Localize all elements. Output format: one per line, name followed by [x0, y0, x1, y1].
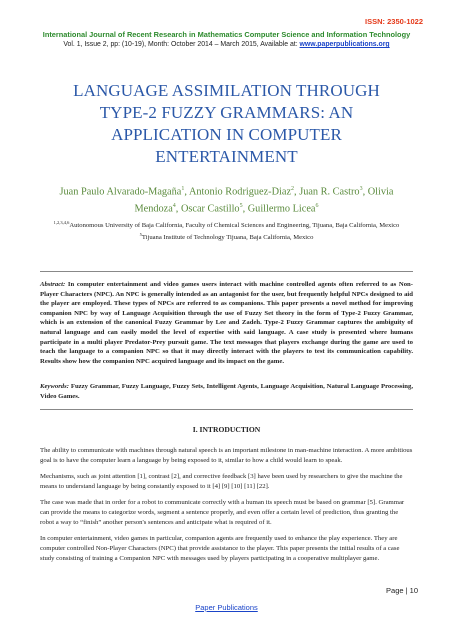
author-sup: 3	[359, 186, 363, 192]
author-name: Olivia Mendoza	[134, 186, 394, 215]
abstract-bottom-rule	[40, 409, 413, 410]
journal-name: International Journal of Recent Research in Mathematics Computer Science and Information Technology	[42, 30, 411, 39]
author-name: Juan R. Castro	[299, 186, 360, 198]
paragraph: The case was made that in order for a robot to communicate correctly with a human its speech must be based on grammar [5]. Grammar can provide the means to categorize words, segment a sentence properly, and even offer a certain level of prediction, thus granting the robot a way to “finish” another person's sentences and anticipate what is required of it.	[40, 499, 405, 526]
affil-sup: 1,2,3,4,6	[53, 220, 70, 225]
page-number: Page | 10	[386, 586, 418, 595]
author-name: Guillermo Licea	[247, 203, 316, 215]
abstract-label: Abstract:	[40, 281, 66, 288]
affiliations	[40, 218, 413, 242]
journal-header	[20, 30, 433, 50]
affiliation-1	[40, 218, 413, 230]
journal-url-link[interactable]: www.paperpublications.org	[299, 41, 390, 48]
keywords-text: Fuzzy Grammar, Fuzzy Language, Fuzzy Sets, Intelligent Agents, Language Acquisition, Natural Language Processing, Video Games.	[40, 383, 413, 400]
paragraph: The ability to communicate with machines through natural speech is an important milestone in man-machine interaction. A more ambitious goal is to have the computer learn a language by being exposed to it, similar to how a child would learn to speak.	[40, 447, 413, 464]
volume-text: Vol. 1, Issue 2, pp: (10-19), Month: October 2014 – March 2015, Available at:	[63, 41, 300, 48]
paragraph: Mechanisms, such as joint attention [1], contrast [2], and corrective feedback [3] have been used by researchers to give the machine the means to understand language by being constantly exposed to it [4] [9] [10] [11] [22].	[40, 473, 403, 490]
abstract	[40, 280, 413, 366]
journal-volume-line	[20, 40, 433, 50]
author-name: Antonio Rodriguez-Diaz	[188, 186, 292, 198]
body-text	[40, 446, 413, 570]
issn-label: ISSN: 2350-1022	[365, 17, 423, 26]
author-sup: 6	[315, 203, 319, 210]
publisher-link[interactable]: Paper Publications	[195, 603, 258, 612]
abstract-text: In computer entertainment and video games users interact with machine controlled agents often referred to as Non-Player Characters (NPC). An NPC is generally intended as an antagonist for the user, but frequently helpful NPCs designed to aid the player are employed. These types of NPCs are referred to as companions. This paper presents a novel method for improving companion NPC by way of Language Acquisition through the use of Fuzzy Set theory in the form of Type-2 Fuzzy Grammar, which is an extension of the canonical Fuzzy Grammar by Lee and Zadeh. Type-2 Fuzzy Grammar captures the ambiguity of natural language and can easily model the level of expertise with said language. A case study is presented where humans participate in a multi player Predator-Prey pursuit game. The text messages that players exchange during the game are used to teach the language to a companion NPC so that it may directly interact with the players to test its communication capability. Results show how the companion NPC acquired language and its impact on the game.	[40, 281, 413, 365]
author-name: Juan Paulo Alvarado-Magaña	[59, 186, 182, 198]
paper-title	[30, 80, 423, 168]
author-sup: 5	[239, 203, 243, 210]
keywords	[40, 382, 413, 401]
author-sup: 4	[172, 203, 176, 210]
title-line: APPLICATION IN COMPUTER	[111, 125, 342, 144]
title-line: LANGUAGE ASSIMILATION THROUGH	[73, 81, 380, 100]
author-name: Oscar Castillo	[180, 203, 240, 215]
keywords-label: Keywords:	[40, 383, 69, 390]
affiliation-2	[40, 230, 413, 242]
author-list: Juan Paulo Alvarado-Magaña$^1$, Antonio Rodriguez-Diaz$^2$, Juan R. Castro$^3$, Olivia Mendoza$^4$, Oscar Castillo$^5$, Guillermo Licea$^6$	[59, 186, 394, 215]
abstract-top-rule	[40, 271, 413, 272]
affil-sup: 5	[139, 232, 142, 238]
author-sup: 1	[181, 186, 185, 192]
affil-text: Tijuana Institute of Technology Tijuana, Baja California, Mexico	[141, 234, 314, 242]
author-sup: 2	[291, 186, 295, 192]
title-line: ENTERTAINMENT	[155, 147, 298, 166]
title-line: TYPE-2 FUZZY GRAMMARS: AN	[99, 103, 354, 122]
paragraph: In computer entertainment, video games in particular, companion agents are frequently used to enhance the play experience. They are computer controlled Non-Player Characters (NPC) that provide assistance to the player. This paper presents the initial results of a case study consisting of training a Companion NPC with messages used by players participating in a cooperative multiplayer game.	[40, 535, 400, 562]
section-heading: I. INTRODUCTION	[192, 425, 261, 434]
affil-text: Autonomous University of Baja California, Faculty of Chemical Sciences and Engineering, Tijuana, Baja California, Mexico	[69, 222, 400, 230]
